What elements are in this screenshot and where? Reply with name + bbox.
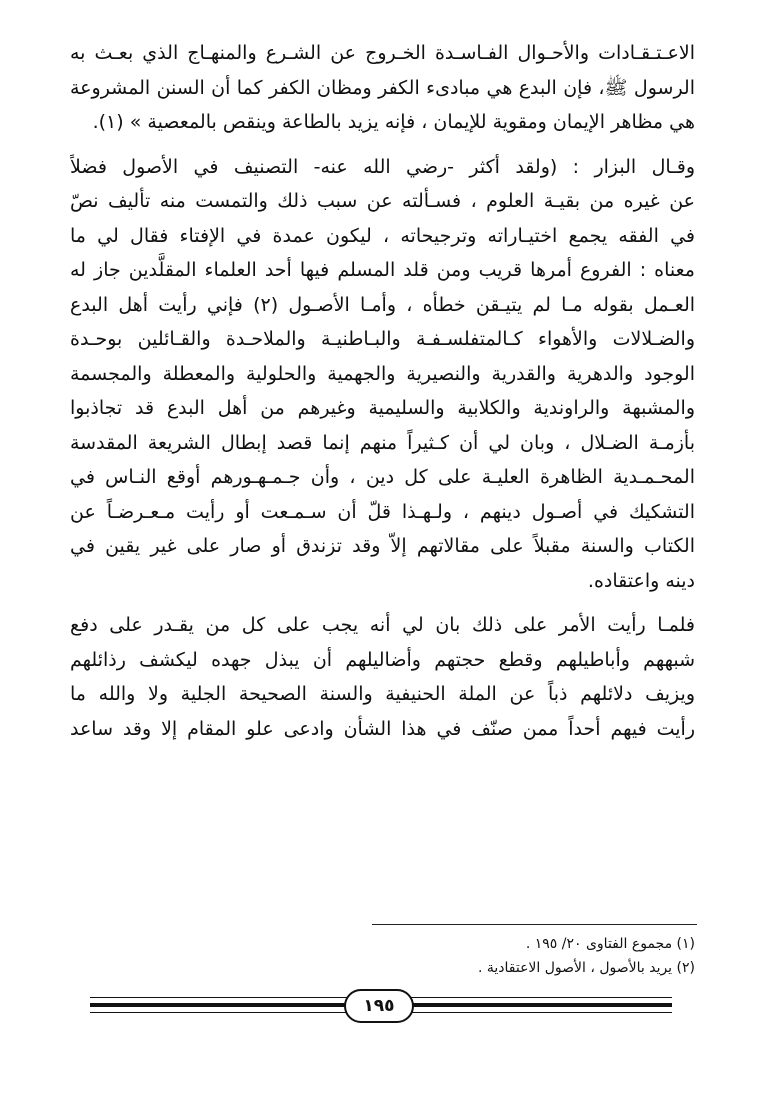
text-line: ويزيف دلائلهم ذباً عن الملة الحنيفية والسنة الصحيحة الجلية ولا والله ما bbox=[70, 683, 695, 705]
text-line: التشكيك في أصـول دينهم ، ولـهـذا قلّ أن سـمـعت أو رأيت مـعـرضـاً عن bbox=[70, 500, 695, 523]
text-line: دينه واعتقاده. bbox=[587, 569, 695, 592]
paragraph-1 bbox=[70, 36, 695, 140]
footnotes bbox=[370, 932, 695, 980]
text-line: العـمل بقوله مـا لم يتيـقن خطأه ، وأمـا الأصـول (٢) فإني رأيت أهل البدع bbox=[70, 293, 695, 316]
text-line: والمشبهة والراوندية والكلابية والسليمية وغيرهم من أهل البدع قد تجاذبوا bbox=[70, 397, 695, 419]
text-line: شبههم وأباطيلهم وقطع حجتهم وأضاليلهم أن يبذل جهده ليكشف رذائلهم bbox=[70, 648, 695, 671]
text-line: الكتاب والسنة مقبلاً على مقالاتهم إلاّ وقد تزندق أو صار على غير يقين في bbox=[70, 535, 695, 557]
paragraph-gap bbox=[70, 140, 695, 150]
footnote-1: (١) مجموع الفتاوى ٢٠/ ١٩٥ . bbox=[525, 936, 695, 952]
paragraph-gap bbox=[70, 598, 695, 608]
text-line: الاعـتـقـادات والأحـوال الفـاسـدة الخـروج عن الشـرع والمنهـاج الذي بعـث به bbox=[70, 42, 695, 64]
text-line: في الفقه يجمع اختيـاراته وترجيحاته ، ليكون عمدة في الإفتاء فقال لي ما bbox=[70, 224, 695, 247]
text-line: الوجود والدهرية والقدرية والنصيرية والجهمية والحلولية والمعطلة والمجسمة bbox=[70, 362, 695, 385]
footnote-divider bbox=[372, 924, 697, 925]
text-line: بأزمـة الضـلال ، وبان لي أن كـثيراً منهم إنما قصد إبطال الشريعة المقدسة bbox=[70, 431, 695, 454]
text-line: رأيت فيهم أحداً ممن صنّف في هذا الشأن وادعى علو المقام إلا وقد ساعد bbox=[70, 717, 695, 740]
text-line: وقـال البزار : (ولقد أكثر -رضي الله عنه- التصنيف في الأصول فضلاً bbox=[70, 155, 695, 178]
text-line: الرسول ﷺ، فإن البدع هي مبادىء الكفر ومظان الكفر كما أن السنن المشروعة bbox=[70, 76, 695, 99]
text-line: فلمـا رأيت الأمر على ذلك بان لي أنه يجب على كل من يقـدر على دفع bbox=[70, 614, 695, 636]
text-line: المحـمـدية الظاهرة العليـة على كل دين ، وأن جـمـهـورهم أوقع النـاس في bbox=[70, 466, 695, 488]
paragraph-2 bbox=[70, 150, 695, 599]
main-text-body bbox=[70, 36, 695, 746]
text-line: والضـلالات والأهواء كـالمتفلسـفـة والبـاطنيـة والملاحـدة والقـائلين بوحـدة bbox=[70, 328, 695, 350]
text-line: عن غيره من بقيـة العلوم ، فسـألته عن سبب ذلك والتمست منه تأليف نصّ bbox=[70, 190, 695, 212]
text-line: معناه : الفروع أمرها قريب ومن قلد المسلم فيها أحد العلماء المقلَّدين جاز له bbox=[70, 259, 695, 281]
paragraph-3 bbox=[70, 608, 695, 746]
page-number: ١٩٥ bbox=[344, 989, 414, 1023]
text-line: هي مظاهر الإيمان ومقوية للإيمان ، فإنه يزيد بالطاعة وينقص بالمعصية » (١). bbox=[92, 111, 695, 133]
footnote-2: (٢) يريد بالأصول ، الأصول الاعتقادية . bbox=[477, 960, 695, 976]
